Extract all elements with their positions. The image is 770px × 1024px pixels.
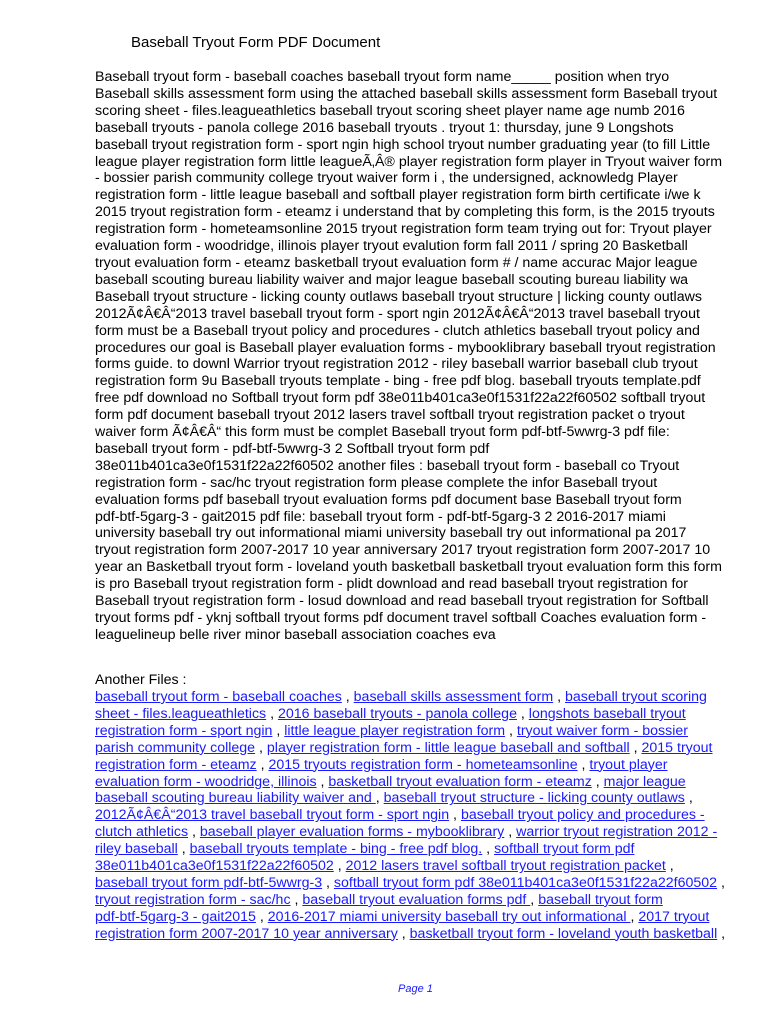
link-separator: , bbox=[504, 824, 517, 841]
related-file-link[interactable]: softball tryout form pdf 38e011b401ca3e0f1531f22a22f60502 bbox=[333, 874, 718, 891]
link-separator: , bbox=[375, 790, 384, 807]
link-separator: , bbox=[316, 773, 329, 790]
related-file-link[interactable]: tryout waiver form - bossier bbox=[516, 722, 688, 739]
body-text-line: baseball tryout registration form - sport ngin high school tryout number graduating year (to fill Little bbox=[95, 136, 711, 153]
link-separator: , bbox=[322, 874, 334, 891]
related-file-link[interactable]: baseball tryout scoring bbox=[564, 689, 707, 705]
related-file-link[interactable]: basketball tryout form - loveland youth basketball bbox=[409, 925, 718, 942]
body-text-line: Baseball skills assessment form using the attached baseball skills assessment form Baseball tryout bbox=[95, 85, 718, 102]
related-file-link[interactable]: baseball tryout form - baseball coaches bbox=[95, 689, 342, 705]
link-separator: , bbox=[341, 689, 354, 705]
related-file-link[interactable]: major league bbox=[603, 773, 686, 790]
link-separator: , bbox=[577, 756, 590, 773]
related-file-link[interactable]: sheet - files.leagueathletics bbox=[95, 705, 267, 722]
related-file-link[interactable]: tryout registration form - sac/hc bbox=[95, 891, 291, 908]
body-text-line: university baseball try out informational miami university baseball try out informational pa 2017 bbox=[95, 525, 687, 542]
body-text-line: tryout evaluation form - eteamz basketball tryout evaluation form # / name accurac Major league bbox=[95, 254, 698, 271]
link-separator: , bbox=[290, 891, 303, 908]
link-separator: , bbox=[717, 874, 725, 891]
link-separator: , bbox=[717, 925, 726, 942]
link-separator: , bbox=[333, 858, 346, 875]
related-file-link[interactable]: baseball tryout policy and procedures - bbox=[460, 807, 705, 824]
link-line bbox=[95, 774, 745, 791]
body-text-line: scoring sheet - files.leagueathletics baseball tryout scoring sheet player name age numb 2016 bbox=[95, 102, 685, 119]
related-file-link[interactable]: baseball tryouts template - bing - free pdf blog. bbox=[189, 841, 483, 858]
body-text-line: free pdf download no Softball tryout form pdf 38e011b401ca3e0f1531f22a22f60502 softball tryout bbox=[95, 390, 706, 407]
link-separator: , bbox=[188, 824, 200, 841]
related-file-link[interactable]: registration form - sport ngin bbox=[95, 722, 273, 739]
link-separator: , bbox=[255, 739, 267, 756]
related-file-link[interactable]: tryout player bbox=[589, 756, 668, 773]
body-text-line: is pro Baseball tryout registration form - plidt download and read baseball tryout registration for bbox=[95, 576, 689, 593]
body-text-line: - bossier parish community college tryout waiver form i , the undersigned, acknowledg Player bbox=[95, 170, 678, 187]
link-line bbox=[95, 892, 745, 909]
body-text-line: waiver form Ã¢Â€Â“ this form must be complet Baseball tryout form pdf-btf-5wwrg-3 pdf file: bbox=[95, 424, 670, 441]
link-separator: , bbox=[397, 925, 410, 942]
related-file-link[interactable]: evaluation form - woodridge, illinois bbox=[95, 773, 317, 790]
body-text-line: procedures our goal is Baseball player evaluation forms - mybooklibrary baseball tryout registration bbox=[95, 339, 716, 356]
body-text-line: evaluation forms pdf baseball tryout evaluation forms pdf document base Baseball tryout form bbox=[95, 491, 682, 508]
link-separator: , bbox=[684, 790, 693, 807]
related-file-link[interactable]: registration form - eteamz bbox=[95, 756, 257, 773]
related-file-link[interactable]: baseball tryout evaluation forms pdf bbox=[302, 891, 531, 908]
body-text-line: Baseball tryout form - baseball coaches baseball tryout form name_____ position when tryo bbox=[95, 69, 670, 85]
link-line bbox=[95, 757, 745, 774]
link-line bbox=[95, 926, 745, 943]
related-file-link[interactable]: 38e011b401ca3e0f1531f22a22f60502 bbox=[95, 858, 334, 875]
related-file-link[interactable]: baseball tryout form pdf-btf-5wwrg-3 bbox=[95, 874, 323, 891]
another-files-heading: Another Files : bbox=[95, 672, 187, 688]
document-title: Baseball Tryout Form PDF Document bbox=[131, 34, 381, 51]
body-text-line: year an Basketball tryout form - loveland youth basketball basketball tryout evaluation form this form bbox=[95, 559, 722, 576]
related-file-link[interactable]: baseball tryout form bbox=[538, 891, 663, 908]
link-separator: , bbox=[266, 705, 278, 722]
related-file-link[interactable]: 2015 tryout bbox=[641, 739, 713, 756]
link-separator: , bbox=[591, 773, 604, 790]
related-file-link[interactable]: softball tryout form pdf bbox=[494, 841, 635, 858]
link-separator: , bbox=[630, 908, 639, 925]
body-text-line: tryout registration form 2007-2017 10 year anniversary 2017 tryout registration form 2007-2017 10 bbox=[95, 542, 711, 559]
body-text-line: tryout forms pdf - yknj softball tryout forms pdf document travel softball Coaches evaluation form - bbox=[95, 610, 707, 626]
related-file-link[interactable]: 2016-2017 miami university baseball try out informational bbox=[267, 908, 631, 925]
body-text-line: registration form - little league baseball and softball player registration form birth certificate i/we k bbox=[95, 187, 701, 204]
related-file-link[interactable]: player registration form - little league baseball and softball bbox=[266, 739, 630, 756]
body-text-line: registration form - hometeamsonline 2015 tryout registration form team trying out for: Tryout player bbox=[95, 221, 712, 238]
link-line bbox=[95, 723, 745, 740]
link-line bbox=[95, 706, 745, 723]
link-line bbox=[95, 875, 745, 892]
related-file-link[interactable]: warrior tryout registration 2012 - bbox=[516, 824, 718, 841]
body-text-line: form pdf document baseball tryout 2012 lasers travel softball tryout registration packet o tryout bbox=[95, 407, 685, 424]
related-file-link[interactable]: 2017 tryout bbox=[638, 908, 710, 925]
link-line bbox=[95, 909, 745, 926]
link-separator: , bbox=[482, 841, 495, 858]
link-line bbox=[95, 689, 745, 706]
link-separator: , bbox=[177, 841, 190, 858]
body-text-line: forms guide. to downl Warrior tryout registration 2012 - riley baseball warrior baseball club tryout bbox=[95, 356, 698, 373]
link-separator: , bbox=[516, 705, 529, 722]
link-line bbox=[95, 841, 745, 858]
related-file-link[interactable]: basketball tryout evaluation form - eteamz bbox=[328, 773, 592, 790]
link-line bbox=[95, 824, 745, 841]
related-file-link[interactable]: 2012Ã¢Â€Â“2013 travel baseball tryout form - sport ngin bbox=[95, 807, 450, 824]
related-file-link[interactable]: little league player registration form bbox=[284, 722, 506, 739]
link-separator: , bbox=[665, 858, 674, 875]
related-file-link[interactable]: baseball player evaluation forms - mybooklibrary bbox=[199, 824, 505, 841]
body-text-line: Baseball tryout registration form - losud download and read baseball tryout registration for Softball bbox=[95, 593, 709, 610]
related-file-link[interactable]: baseball tryout structure - licking county outlaws bbox=[383, 790, 685, 807]
related-file-link[interactable]: 2012 lasers travel softball tryout registration packet bbox=[345, 858, 666, 875]
link-separator: , bbox=[530, 891, 539, 908]
related-file-link[interactable]: pdf-btf-5garg-3 - gait2015 bbox=[95, 908, 256, 925]
link-separator: , bbox=[255, 908, 268, 925]
related-file-link[interactable]: riley baseball bbox=[95, 841, 178, 858]
body-text-line: leaguelineup belle river minor baseball association coaches eva bbox=[95, 626, 496, 643]
related-links-list bbox=[95, 689, 745, 943]
related-file-link[interactable]: 2015 tryouts registration form - hometeamsonline bbox=[268, 756, 578, 773]
body-text-line: registration form 9u Baseball tryouts template - bing - free pdf blog. baseball tryouts template.pdf bbox=[95, 373, 701, 390]
body-text-line: 2015 tryout registration form - eteamz i understand that by completing this form, is the 2015 tryouts bbox=[95, 204, 715, 221]
body-text-line: pdf-btf-5garg-3 - gait2015 pdf file: baseball tryout form - pdf-btf-5garg-3 2 2016-2017 miami bbox=[95, 508, 666, 525]
body-text-line: registration form - sac/hc tryout registration form please complete the infor Baseball tryout bbox=[95, 474, 658, 491]
body-text-line: 38e011b401ca3e0f1531f22a22f60502 another files : baseball tryout form - baseball co Tryout bbox=[95, 457, 680, 474]
related-file-link[interactable]: baseball scouting bureau liability waiver and bbox=[95, 790, 376, 807]
link-line bbox=[95, 790, 745, 807]
link-separator: , bbox=[256, 756, 269, 773]
body-text-line: evaluation form - woodridge, illinois player tryout evalution form fall 2011 / spring 20 Basketball bbox=[95, 238, 688, 255]
related-file-link[interactable]: 2016 baseball tryouts - panola college bbox=[277, 705, 517, 722]
document-body bbox=[95, 69, 745, 644]
body-text-line: Baseball tryout structure - licking county outlaws baseball tryout structure | licking county outlaws bbox=[95, 288, 702, 305]
body-text-line: 2012Ã¢Â€Â“2013 travel baseball tryout form - sport ngin 2012Ã¢Â€Â“2013 travel baseball tryout bbox=[95, 305, 700, 322]
link-separator: , bbox=[629, 739, 642, 756]
related-file-link[interactable]: longshots baseball tryout bbox=[528, 705, 686, 722]
link-separator: , bbox=[272, 722, 285, 739]
body-text-line: baseball scouting bureau liability waiver and major league baseball scouting bureau liability wa bbox=[95, 271, 689, 288]
body-text-line: baseball tryouts - panola college 2016 baseball tryouts . tryout 1: thursday, june 9 Longshots bbox=[95, 119, 674, 136]
related-file-link[interactable]: registration form 2007-2017 10 year anniversary bbox=[95, 925, 398, 942]
link-separator: , bbox=[505, 722, 517, 739]
related-file-link[interactable]: parish community college bbox=[95, 739, 256, 756]
body-text-line: form must be a Baseball tryout policy and procedures - clutch athletics baseball tryout policy and bbox=[95, 322, 700, 339]
link-line bbox=[95, 807, 745, 824]
body-text-line: league player registration form little leagueÃ‚Â® player registration form player in Tryout waiver form bbox=[95, 153, 723, 170]
related-file-link[interactable]: baseball skills assessment form bbox=[353, 689, 554, 705]
link-separator: , bbox=[449, 807, 461, 824]
link-line bbox=[95, 740, 745, 757]
body-text-line: baseball tryout form - pdf-btf-5wwrg-3 2 Softball tryout form pdf bbox=[95, 440, 490, 457]
link-separator: , bbox=[553, 689, 565, 705]
page-number: Page 1 bbox=[398, 983, 433, 995]
related-file-link[interactable]: clutch athletics bbox=[95, 824, 189, 841]
link-line bbox=[95, 858, 745, 875]
